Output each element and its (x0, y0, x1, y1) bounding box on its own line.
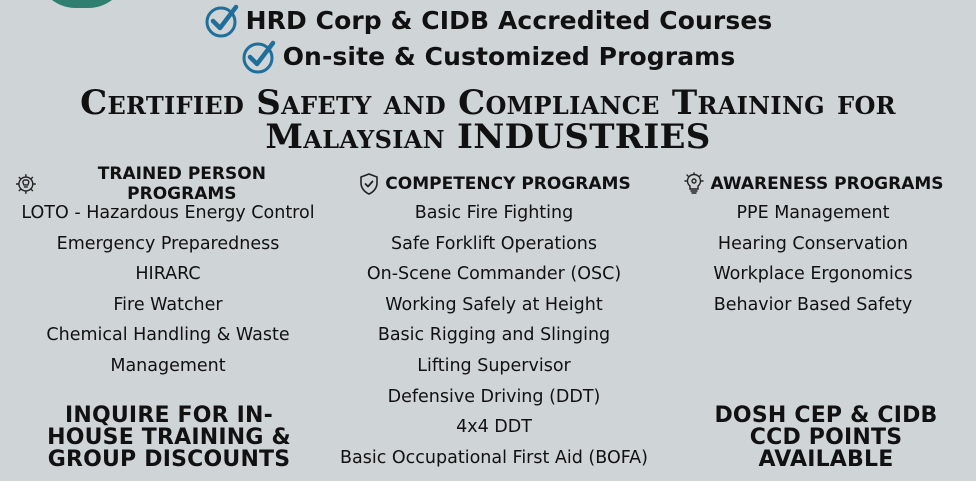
list-item: HIRARC (135, 264, 201, 285)
lightbulb-icon (682, 172, 706, 196)
awareness-column (682, 170, 944, 320)
inquire-callout: INQUIRE FOR IN-HOUSE TRAINING & GROUP DISCOUNTS (47, 403, 291, 472)
column-heading-text: COMPETENCY PROGRAMS (385, 174, 631, 194)
list-item: Behavior Based Safety (713, 294, 913, 315)
column-heading (334, 170, 654, 198)
points-callout: DOSH CEP & CIDB CCD POINTS AVAILABLE (714, 403, 938, 472)
trained-person-column (14, 164, 322, 382)
list-item: On-Scene Commander (OSC) (366, 264, 622, 285)
check-circle-icon (204, 2, 240, 38)
column-heading-text: AWARENESS PROGRAMS (710, 174, 944, 194)
list-item: Fire Watcher (113, 294, 223, 315)
list-item: Emergency Preparedness (56, 233, 280, 254)
list-item: Defensive Driving (DDT) (387, 386, 601, 407)
list-item: Basic Occupational First Aid (BOFA) (340, 447, 648, 468)
gear-brain-icon (14, 172, 38, 196)
list-item: Workplace Ergonomics (713, 264, 913, 285)
competency-column (334, 170, 654, 473)
list-item: PPE Management (736, 203, 890, 223)
list-item: 4x4 DDT (456, 417, 532, 438)
list-item: Hearing Conservation (717, 233, 909, 254)
title-line-1: Certified Safety and Compliance Training for (80, 83, 896, 123)
accreditation-line (0, 2, 976, 38)
onsite-text: On-site & Customized Programs (282, 41, 736, 71)
list-item: Chemical Handling & Waste Management (46, 325, 290, 376)
shield-check-icon (357, 172, 381, 196)
list-item: Working Safely at Height (385, 294, 603, 315)
list-item: Basic Rigging and Slinging (377, 325, 611, 346)
list-item: LOTO - Hazardous Energy Control (21, 203, 315, 223)
column-heading (682, 170, 944, 198)
accreditation-text: HRD Corp & CIDB Accredited Courses (245, 5, 773, 35)
check-circle-icon (241, 38, 277, 74)
program-list (682, 198, 944, 320)
column-heading-text: TRAINED PERSON PROGRAMS (97, 164, 266, 204)
program-list (14, 198, 322, 382)
page-title (0, 83, 976, 157)
onsite-line (0, 38, 976, 74)
list-item: Basic Fire Fighting (414, 203, 574, 223)
program-list (334, 198, 654, 473)
list-item: Safe Forklift Operations (390, 233, 597, 254)
title-line-2: Malaysian INDUSTRIES (265, 117, 711, 157)
list-item: Lifting Supervisor (417, 355, 571, 376)
column-heading (14, 164, 322, 204)
